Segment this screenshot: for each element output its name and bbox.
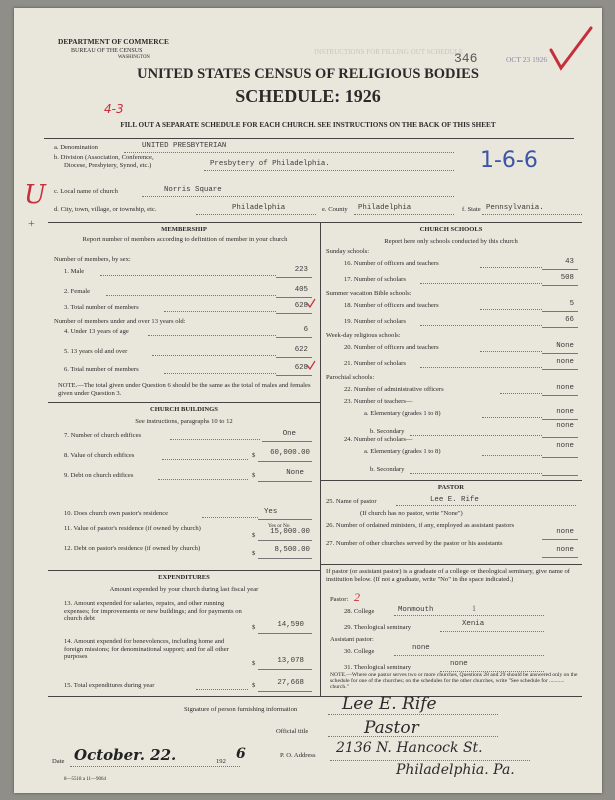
q22-value: none xyxy=(556,384,574,392)
county-label: e. County xyxy=(322,206,348,213)
q26-value: none xyxy=(556,528,574,536)
q12-label: 12. Debt on pastor's residence (if owned by church) xyxy=(64,545,201,552)
q11-label: 11. Value of pastor's residence (if owned by church) xyxy=(64,525,201,532)
q7-value: One xyxy=(282,430,296,438)
q27-value: none xyxy=(556,546,574,554)
schools-heading: CHURCH SCHOOLS xyxy=(419,226,483,233)
assistant-pastor-label: Assistant pastor: xyxy=(330,636,374,643)
state-value: Pennsylvania. xyxy=(486,204,544,212)
q28-value: Monmouth xyxy=(398,606,434,614)
dollar-sign: $ xyxy=(252,550,256,557)
annotation-plus: + xyxy=(28,216,35,230)
answer-line xyxy=(542,285,578,286)
q26-label: 26. Number of ordained ministers, if any, employed as assistant pastors xyxy=(326,522,515,529)
q23a-value: none xyxy=(556,408,574,416)
answer-line xyxy=(262,441,312,442)
q8-value: 60,000.00 xyxy=(270,449,310,457)
section-divider xyxy=(320,564,582,565)
bleed-through-text: INSTRUCTIONS FOR FILLING OUT SCHEDULE xyxy=(314,48,464,56)
dotted-line xyxy=(410,473,542,474)
q20-value: None xyxy=(556,342,574,350)
dotted-line xyxy=(330,760,530,761)
q18-label: 18. Number of officers and teachers xyxy=(344,302,439,309)
answer-line xyxy=(258,540,312,541)
q5-value: 622 xyxy=(294,346,308,354)
pastor-heading: PASTOR xyxy=(437,484,465,491)
q19-value: 66 xyxy=(565,316,574,324)
dotted-line xyxy=(100,275,276,276)
q19-label: 19. Number of scholars xyxy=(344,318,406,325)
department-name: DEPARTMENT OF COMMERCE xyxy=(58,37,169,46)
local-name-label: c. Local name of church xyxy=(54,188,118,195)
expenditures-subheading: Amount expended by your church during last fiscal year xyxy=(109,586,259,593)
dollar-sign: $ xyxy=(252,682,256,689)
answer-line xyxy=(542,353,578,354)
q1-value: 223 xyxy=(294,266,308,274)
membership-heading: MEMBERSHIP xyxy=(161,226,207,233)
buildings-heading: CHURCH BUILDINGS xyxy=(150,406,218,413)
q4-label: 4. Under 13 years of age xyxy=(64,328,129,335)
dotted-line xyxy=(70,766,240,767)
answer-line xyxy=(258,461,312,462)
date-label: Date xyxy=(52,758,65,765)
dotted-line xyxy=(410,435,542,436)
q23-label: 23. Number of teachers— xyxy=(344,398,413,405)
q24a-label: a. Elementary (grades 1 to 8) xyxy=(364,448,441,455)
dollar-sign: $ xyxy=(252,660,256,667)
q6-value: 628 xyxy=(294,364,308,372)
tick-mark-icon xyxy=(306,360,316,370)
parochial-schools-label: Parochial schools: xyxy=(326,374,375,381)
dotted-line xyxy=(106,295,276,296)
annotation-code-top: 4-3 xyxy=(104,102,124,116)
answer-line xyxy=(258,481,312,482)
annotation-mark-2: 2 xyxy=(354,590,360,604)
q18-value: 5 xyxy=(569,300,574,308)
answer-line xyxy=(276,313,312,314)
answer-line xyxy=(542,369,578,370)
answer-line xyxy=(276,375,312,376)
q5-label: 5. 13 years old and over xyxy=(64,348,128,355)
schedule-title: SCHEDULE: 1926 xyxy=(235,86,381,106)
q2-label: 2. Female xyxy=(64,288,91,295)
pastor-note: NOTE.—Where one pastor serves two or more churches, Questions 28 and 29 should be answered only on the schedule for one of the churches; on the schedules for the other churches, write "See schedule for ........... church." xyxy=(330,672,578,691)
division-label-2: Diocese, Presbytery, Synod, etc.) xyxy=(64,162,152,169)
q27-label: 27. Number of other churches served by the pastor or his assistants xyxy=(326,540,503,547)
dotted-line xyxy=(170,439,260,440)
q17-value: 508 xyxy=(560,274,574,282)
section-divider xyxy=(48,402,320,403)
answer-line xyxy=(542,457,578,458)
q13-value: 14,590 xyxy=(277,621,304,629)
q25-label: 25. Name of pastor xyxy=(326,498,377,505)
q30-value: none xyxy=(412,644,430,652)
q23a-label: a. Elementary (grades 1 to 8) xyxy=(364,410,441,417)
tick-mark-icon xyxy=(306,298,316,308)
q11-value: 15,000.00 xyxy=(270,528,310,536)
official-title-label: Official title xyxy=(276,728,309,735)
answer-line xyxy=(276,277,312,278)
dotted-line xyxy=(482,455,542,456)
annotation-mark-1: 1 xyxy=(472,604,476,613)
annotation-code-right: 1-6-6 xyxy=(480,148,538,173)
q4-value: 6 xyxy=(303,326,308,334)
answer-line xyxy=(542,327,578,328)
dotted-line xyxy=(354,214,454,215)
q24-label: 24. Number of scholars— xyxy=(344,436,413,443)
q7-label: 7. Number of church edifices xyxy=(64,432,142,439)
q25-hint: (If church has no pastor, write "None") xyxy=(360,510,463,517)
dotted-line xyxy=(482,417,542,418)
column-divider xyxy=(320,222,321,696)
dotted-line xyxy=(196,214,316,215)
dotted-line xyxy=(162,459,248,460)
dotted-line xyxy=(148,335,276,336)
dotted-line xyxy=(420,283,542,284)
q9-label: 9. Debt on church edifices xyxy=(64,472,134,479)
answer-line xyxy=(258,519,312,520)
signature-label: Signature of person furnishing information xyxy=(184,706,298,713)
q2-value: 405 xyxy=(294,286,308,294)
answer-line xyxy=(542,395,578,396)
dollar-sign: $ xyxy=(252,452,256,459)
dotted-line xyxy=(394,615,544,616)
q31-label: 31. Theological seminary xyxy=(344,664,412,671)
graduate-instruction: If pastor (or assistant pastor) is a graduate of a college or theological seminary, give name of institution below. (If not a graduate, write "No" in the space indicated.) xyxy=(326,568,571,583)
q3-label: 3. Total number of members xyxy=(64,304,139,311)
denomination-value: UNITED PRESBYTERIAN xyxy=(142,142,227,150)
answer-line xyxy=(258,633,312,634)
annotation-letter: U xyxy=(24,180,46,210)
q10-value: Yes xyxy=(264,508,278,516)
answer-line xyxy=(542,419,578,420)
membership-note: NOTE.—The total given under Question 6 should be the same as the total of males and females given under Question 3. xyxy=(58,382,311,397)
q6-label: 6. Total number of members xyxy=(64,366,139,373)
answer-line xyxy=(542,269,578,270)
dollar-sign: $ xyxy=(252,472,256,479)
dotted-line xyxy=(124,152,454,153)
print-codes: 8—5518 a 11—9064 xyxy=(64,777,107,782)
dotted-line xyxy=(420,325,542,326)
q16-label: 16. Number of officers and teachers xyxy=(344,260,439,267)
dotted-line xyxy=(420,367,542,368)
members-by-age-label: Number of members under and over 13 years old: xyxy=(54,318,186,325)
date-value: October. 22. xyxy=(74,746,177,764)
dotted-line xyxy=(164,373,276,374)
dotted-line xyxy=(480,309,542,310)
q15-value: 27,668 xyxy=(277,679,304,687)
address-value: 2136 N. Hancock St. xyxy=(336,740,483,756)
answer-line xyxy=(542,437,578,438)
answer-line xyxy=(258,691,312,692)
q24b-label: b. Secondary xyxy=(370,466,405,473)
dotted-line xyxy=(394,655,544,656)
bureau-name: BUREAU OF THE CENSUS xyxy=(71,48,143,54)
dotted-line xyxy=(202,517,258,518)
q3-value: 628 xyxy=(294,302,308,310)
dotted-line xyxy=(158,479,248,480)
q1-label: 1. Male xyxy=(64,268,85,275)
dotted-line xyxy=(480,351,542,352)
answer-line xyxy=(258,558,312,559)
received-date-stamp: OCT 23 1926 xyxy=(506,55,548,64)
table-top-border xyxy=(48,222,582,223)
weekday-schools-label: Week-day religious schools: xyxy=(326,332,401,339)
dotted-line xyxy=(152,355,276,356)
q20-label: 20. Number of officers and teachers xyxy=(344,344,439,351)
bureau-city: WASHINGTON xyxy=(118,55,150,60)
q28-label: 28. College xyxy=(344,608,375,615)
address-label: P. O. Address xyxy=(280,752,316,759)
dotted-line xyxy=(204,170,454,171)
dotted-line xyxy=(482,214,582,215)
dotted-line xyxy=(500,393,542,394)
q23b-label: b. Secondary xyxy=(370,428,405,435)
signature-value: Lee E. Rife xyxy=(342,694,437,714)
q10-label: 10. Does church own pastor's residence xyxy=(64,510,169,517)
county-value: Philadelphia xyxy=(358,204,412,212)
section-divider xyxy=(320,480,582,481)
membership-intro: Report number of members according to definition of member in your church xyxy=(82,236,288,243)
q29-value: Xenia xyxy=(462,620,485,628)
city-value: Philadelphia xyxy=(232,204,286,212)
answer-line xyxy=(542,557,578,558)
year-prefix: 192 xyxy=(216,758,226,765)
q24a-value: none xyxy=(556,442,574,450)
division-label: b. Division (Association, Conference, xyxy=(54,154,154,161)
dotted-line xyxy=(480,267,542,268)
answer-line xyxy=(542,475,578,476)
q21-label: 21. Number of scholars xyxy=(344,360,406,367)
dollar-sign: $ xyxy=(252,532,256,539)
section-divider xyxy=(48,570,320,571)
q17-label: 17. Number of scholars xyxy=(344,276,406,283)
dotted-line xyxy=(196,689,248,690)
members-by-sex-label: Number of members, by sex: xyxy=(54,256,131,263)
q21-value: none xyxy=(556,358,574,366)
form-number: 346 xyxy=(454,51,478,66)
instruction-line: FILL OUT A SEPARATE SCHEDULE FOR EACH CHURCH. SEE INSTRUCTIONS ON THE BACK OF THIS SHEET xyxy=(120,121,496,129)
q9-value: None xyxy=(286,469,304,477)
division-value: Presbytery of Philadelphia. xyxy=(210,160,330,168)
answer-line xyxy=(276,337,312,338)
dotted-line xyxy=(396,505,576,506)
q14-value: 13,078 xyxy=(277,657,304,665)
address-value-2: Philadelphia. Pa. xyxy=(396,762,515,778)
yes-no-hint: Yes or No xyxy=(268,523,290,529)
q13-label: 13. Amount expended for salaries, repairs, and other running expenses; for improvements or new buildings; and for payments on church debt xyxy=(64,600,242,623)
denomination-label: a. Denomination xyxy=(54,144,98,151)
dotted-line xyxy=(142,196,454,197)
dotted-line xyxy=(328,714,498,715)
dotted-line xyxy=(164,311,276,312)
answer-line xyxy=(542,539,578,540)
answer-line xyxy=(542,311,578,312)
buildings-subheading: See instructions, paragraphs 10 to 12 xyxy=(135,418,233,425)
answer-line xyxy=(276,357,312,358)
census-schedule-page xyxy=(14,8,602,793)
dollar-sign: $ xyxy=(252,624,256,631)
q22-label: 22. Number of administrative officers xyxy=(344,386,444,393)
q16-value: 43 xyxy=(565,258,574,266)
table-bottom-border xyxy=(48,696,582,697)
q29-label: 29. Theological seminary xyxy=(344,624,412,631)
state-label: f. State xyxy=(462,206,481,213)
divider xyxy=(44,138,574,139)
expenditures-heading: EXPENDITURES xyxy=(158,574,210,581)
summer-schools-label: Summer vacation Bible schools: xyxy=(326,290,412,297)
q8-label: 8. Value of church edifices xyxy=(64,452,135,459)
form-title: UNITED STATES CENSUS OF RELIGIOUS BODIES xyxy=(137,66,479,82)
q30-label: 30. College xyxy=(344,648,375,655)
answer-line xyxy=(258,669,312,670)
city-label: d. City, town, village, or township, etc. xyxy=(54,206,157,213)
official-title-value: Pastor xyxy=(364,718,419,738)
q23b-value: none xyxy=(556,422,574,430)
q15-label: 15. Total expenditures during year xyxy=(64,682,155,689)
q31-value: none xyxy=(450,660,468,668)
local-name-value: Norris Square xyxy=(164,186,222,194)
q14-label: 14. Amount expended for benevolences, including home and foreign missions; for denominational support; and for all other purposes xyxy=(64,638,229,661)
dotted-line xyxy=(440,631,544,632)
pastor-name-value: Lee E. Rife xyxy=(430,496,479,504)
sunday-schools-label: Sunday schools: xyxy=(326,248,370,255)
schools-subheading: Report here only schools conducted by this church xyxy=(384,238,518,245)
q12-value: 8,500.00 xyxy=(274,546,310,554)
year-value: 6 xyxy=(236,746,246,762)
check-mark-icon xyxy=(547,24,597,72)
pastor-sub-label: Pastor: xyxy=(330,596,349,603)
